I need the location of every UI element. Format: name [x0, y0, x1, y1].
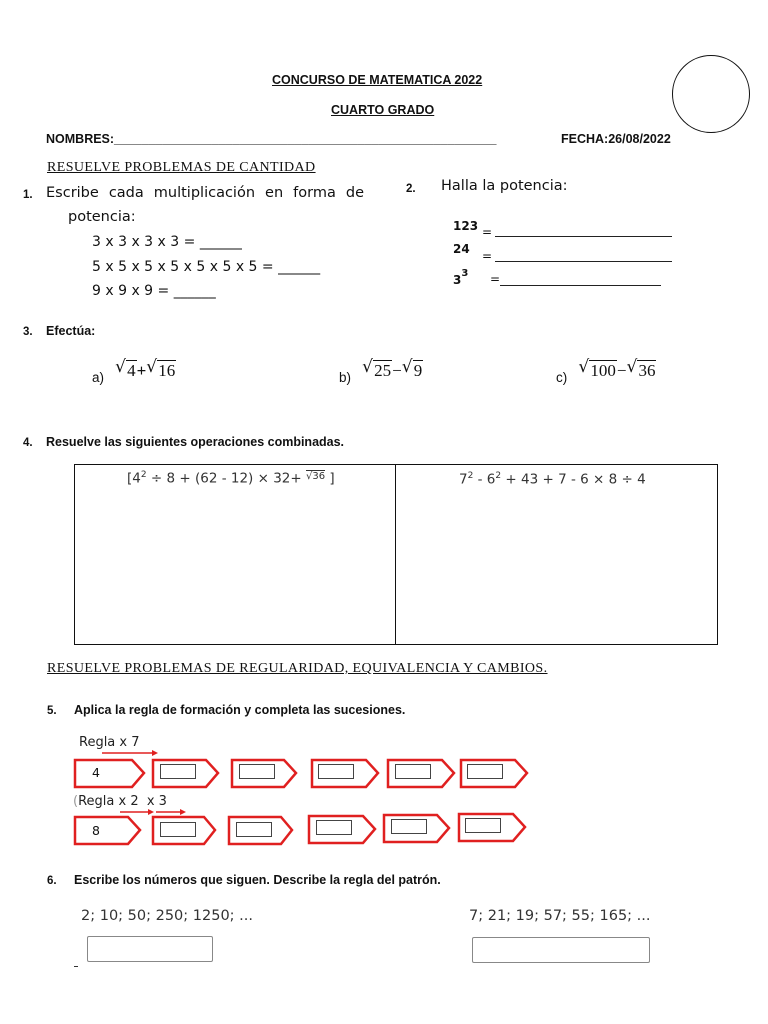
q3-item-c — [556, 357, 656, 385]
grade-title: CUARTO GRADO — [331, 103, 435, 117]
seq1-answer-box-5[interactable] — [467, 764, 503, 779]
seq1-tag-1 — [75, 760, 144, 787]
operations-table — [74, 464, 718, 645]
seq1-answer-box-3[interactable] — [318, 764, 354, 779]
q2-item-2-base: 24 — [453, 242, 470, 256]
combined-operation-right: $7^2 - 6^2 + 43 + 7 - 6 \times 8 \div 4$ — [459, 471, 646, 488]
q2-item-2-eq: = — [482, 249, 493, 263]
q2-item-3-eq: = — [490, 272, 501, 286]
seq2-answer-box-4[interactable] — [391, 819, 427, 834]
seq1-answer-box-2[interactable] — [239, 764, 275, 779]
seq2-answer-box-1[interactable] — [160, 822, 196, 837]
pattern-1-answer-box[interactable] — [87, 936, 213, 962]
question-4-text: Resuelve las siguientes operaciones combinadas. — [46, 435, 345, 449]
q1-item-3: 9 x 9 x 9 = ______ — [92, 283, 216, 299]
sqrt-25: √ 25 — [362, 357, 392, 380]
sqrt-36-small: √36 — [306, 470, 326, 482]
question-2-number: 2. — [406, 183, 416, 195]
seq1-answer-box-1[interactable] — [160, 764, 196, 779]
q2-item-1-answer-line — [495, 236, 672, 237]
seq2-answer-box-5[interactable] — [465, 818, 501, 833]
q3-item-b-letter: b) — [339, 370, 352, 385]
section-title-regularity: RESUELVE PROBLEMAS DE REGULARIDAD, EQUIVALENCIA Y CAMBIOS. — [47, 661, 548, 676]
combined-operation-left: [$4^2 \div 8 + (62 - 12) \times 32+ ^{√36}$ ] — [127, 470, 335, 487]
sqrt-36: √ 36 — [626, 357, 656, 380]
q3-item-b-op: − — [392, 361, 402, 380]
q2-item-1-eq: = — [482, 225, 493, 239]
question-3-number: 3. — [23, 326, 33, 338]
question-5-number: 5. — [47, 705, 57, 717]
section-title-quantity: RESUELVE PROBLEMAS DE CANTIDAD — [47, 160, 316, 175]
sequence-1-start: 4 — [92, 765, 100, 780]
q3-item-b — [339, 357, 423, 385]
rule-2-label: (Regla x 2 x 3 — [73, 794, 167, 809]
seq2-answer-box-2[interactable] — [236, 822, 272, 837]
sequence-row-2 — [0, 811, 768, 851]
pattern-sequence-1: 2; 10; 50; 250; 1250; ... — [81, 908, 254, 924]
sqrt-9: √ 9 — [401, 357, 423, 380]
score-circle — [672, 55, 750, 133]
rule-1-label: Regla x 7 — [79, 735, 140, 750]
names-field-label: NOMBRES:_______________________________________________________ — [46, 132, 497, 146]
seq2-answer-box-3[interactable] — [316, 820, 352, 835]
question-1-text: Escribe cada multiplicación en forma de — [46, 185, 364, 201]
q2-item-3-base: $3^3$ — [453, 268, 469, 287]
sqrt-4: √ 4 — [115, 357, 136, 380]
sequence-row-1 — [0, 755, 768, 795]
question-1-text-cont: potencia: — [68, 209, 136, 225]
sqrt-16: √ 16 — [146, 357, 176, 380]
pattern-2-answer-box[interactable] — [472, 937, 650, 963]
contest-title: CONCURSO DE MATEMATICA 2022 — [272, 73, 483, 87]
q2-item-3-exp: 3 — [461, 268, 469, 279]
sqrt-100: √ 100 — [578, 357, 616, 380]
q3-item-c-op: − — [616, 361, 627, 380]
question-1-number: 1. — [23, 189, 33, 201]
question-3-text: Efectúa: — [46, 324, 96, 338]
seq2-tag-1 — [75, 817, 140, 844]
q3-item-a — [92, 357, 176, 385]
q1-item-1: 3 x 3 x 3 x 3 = ______ — [92, 234, 242, 250]
question-6-number: 6. — [47, 875, 57, 887]
q3-item-c-letter: c) — [556, 370, 568, 385]
operations-table-divider — [395, 465, 396, 644]
q2-item-2-answer-line — [495, 261, 672, 262]
question-4-number: 4. — [23, 437, 33, 449]
q3-item-a-letter: a) — [92, 370, 105, 385]
q2-item-1-base: 123 — [453, 219, 479, 233]
sequence-2-start: 8 — [92, 823, 100, 838]
q2-item-3-answer-line — [500, 285, 661, 286]
q3-item-a-op: + — [136, 361, 147, 380]
seq1-answer-box-4[interactable] — [395, 764, 431, 779]
question-6-text: Escribe los números que siguen. Describe la regla del patrón. — [74, 873, 441, 887]
q1-item-2: 5 x 5 x 5 x 5 x 5 x 5 x 5 = ______ — [92, 259, 321, 275]
question-2-text: Halla la potencia: — [441, 178, 568, 194]
question-5-text: Aplica la regla de formación y completa las sucesiones. — [74, 703, 406, 717]
pattern-sequence-2: 7; 21; 19; 57; 55; 165; ... — [469, 908, 651, 924]
stray-mark — [74, 966, 78, 967]
date-label: FECHA:26/08/2022 — [561, 132, 671, 146]
